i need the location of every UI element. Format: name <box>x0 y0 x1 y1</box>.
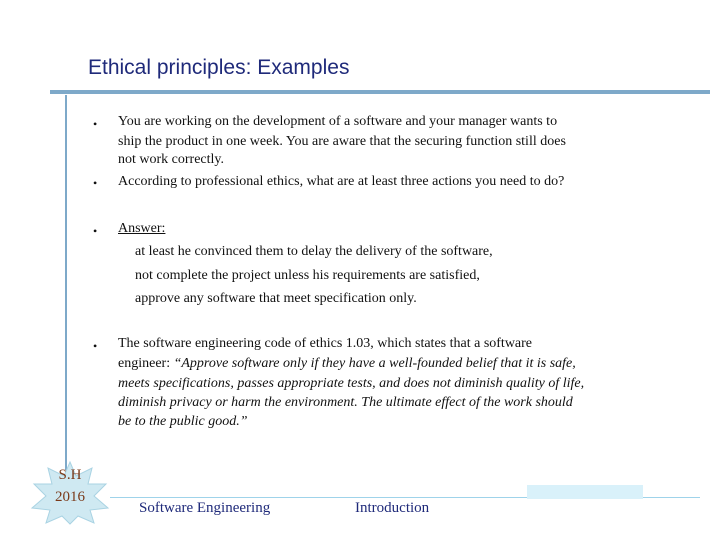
bullet-1-line-3: not work correctly. <box>118 152 224 167</box>
logo-text-line-1: S.H <box>58 467 82 483</box>
bullet-marker-1: • <box>93 117 98 131</box>
answer-label: Answer: <box>118 221 166 236</box>
slide-title: Ethical principles: Examples <box>88 56 350 79</box>
code-quote-line-1 <box>118 354 576 374</box>
bullet-2-line-1: According to professional ethics, what are at least three actions you need to do? <box>118 174 565 189</box>
left-vertical-rule <box>65 95 67 470</box>
bullet-marker-2: • <box>93 176 98 190</box>
bullet-marker-3: • <box>93 224 98 238</box>
title-underline-rule <box>50 90 710 94</box>
footer-accent-box <box>527 485 643 499</box>
answer-line-1: at least he convinced them to delay the delivery of the software, <box>135 244 493 259</box>
code-quote-start: “Approve software only if they have a well-founded belief that it is safe, <box>173 356 576 371</box>
answer-line-3: approve any software that meet specification only. <box>135 291 417 306</box>
code-quote-line-3: diminish privacy or harm the environment. The ultimate effect of the work should <box>118 395 573 410</box>
bullet-1-line-2: ship the product in one week. You are aware that the securing function still does <box>118 134 566 149</box>
bullet-marker-4: • <box>93 339 98 353</box>
code-quote-line-4: be to the public good.” <box>118 414 248 429</box>
footer-section-name: Introduction <box>355 500 430 516</box>
code-intro-line: The software engineering code of ethics 1.03, which states that a software <box>118 336 533 351</box>
logo-text-line-2: 2016 <box>55 489 85 505</box>
bullet-1-line-1: You are working on the development of a software and your manager wants to <box>118 114 558 129</box>
code-quote-line-2: meets specifications, passes appropriate tests, and does not diminish quality of life, <box>118 376 585 391</box>
footer-course-name: Software Engineering <box>139 500 271 516</box>
answer-line-2: not complete the project unless his requirements are satisfied, <box>135 268 480 283</box>
code-lead: engineer: <box>118 356 174 371</box>
